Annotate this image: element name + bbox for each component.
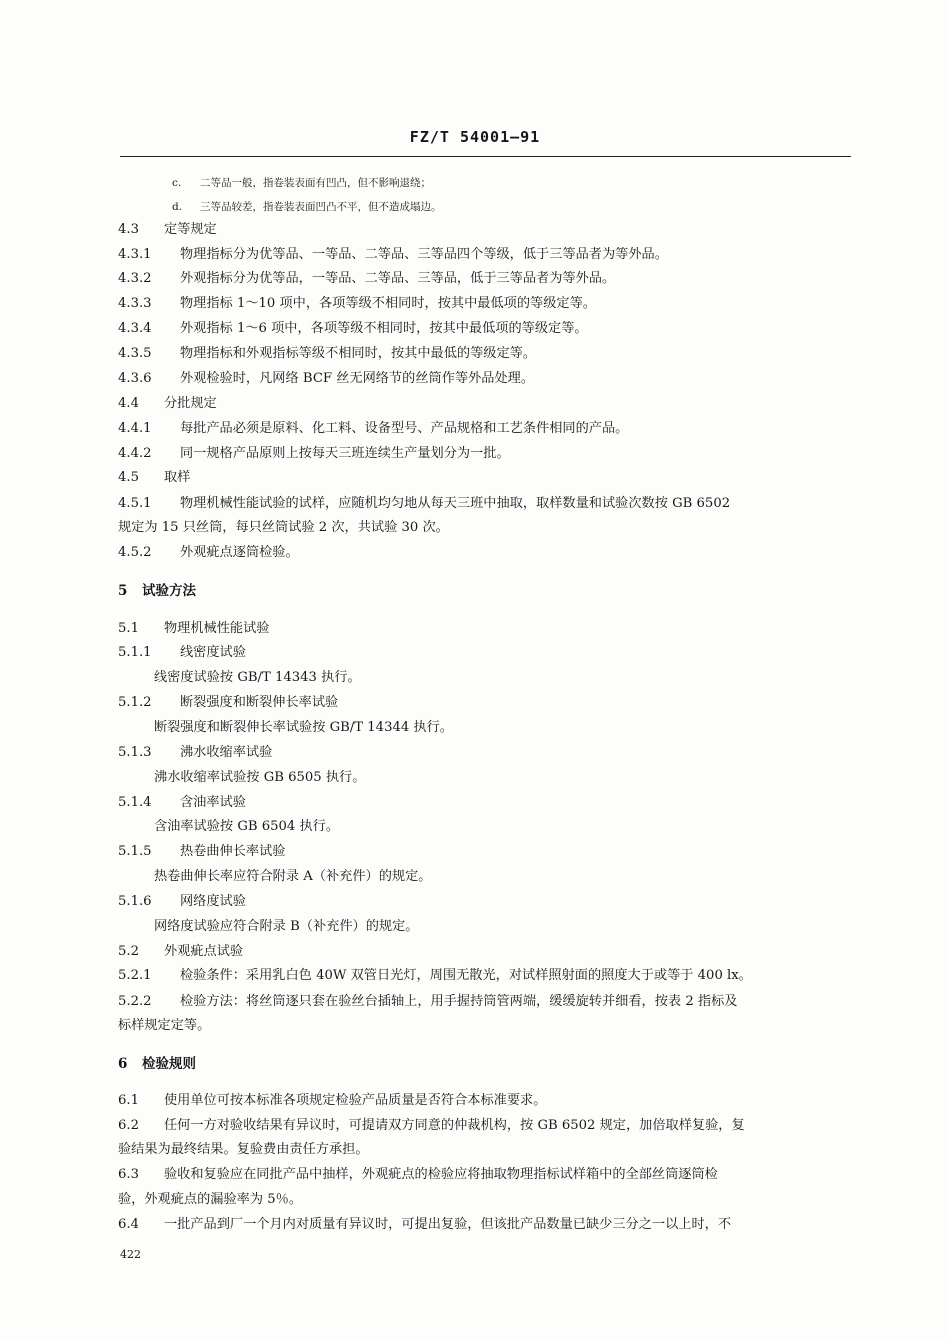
clause-5-1-6-body: 网络度试验应符合附录 B（补充件）的规定。	[154, 919, 419, 934]
clause-5-1-2-body: 断裂强度和断裂伸长率试验按 GB/T 14344 执行。	[154, 720, 453, 735]
clause-6-4: 6.4 一批产品到厂一个月内对质量有异议时，可提出复验，但该批产品数量已缺少三分之一以上时，不	[118, 1217, 732, 1232]
clause-4-3-5: 4.3.5 物理指标和外观指标等级不相同时，按其中最低的等级定等。	[118, 346, 537, 361]
clause-5-1: 5.1 物理机械性能试验	[118, 621, 270, 636]
page-number: 422	[120, 1248, 141, 1261]
clause-5-1-4: 5.1.4 含油率试验	[118, 795, 246, 810]
clause-5-1-3-body: 沸水收缩率试验按 GB 6505 执行。	[154, 770, 366, 785]
clause-4-3-4: 4.3.4 外观指标 1～6 项中，各项等级不相同时，按其中最低项的等级定等。	[118, 321, 588, 336]
clause-4-4-2: 4.4.2 同一规格产品原则上按每天三班连续生产量划分为一批。	[118, 446, 510, 461]
clause-4-4-1: 4.4.1 每批产品必须是原料、化工料、设备型号、产品规格和工艺条件相同的产品。	[118, 421, 629, 436]
clause-6-1: 6.1 使用单位可按本标准各项规定检验产品质量是否符合本标准要求。	[118, 1093, 547, 1108]
clause-5-1-2: 5.1.2 断裂强度和断裂伸长率试验	[118, 695, 339, 710]
header-rule	[120, 156, 851, 157]
standard-code-header: FZ/T 54001—91	[409, 128, 541, 146]
clause-5-1-4-body: 含油率试验按 GB 6504 执行。	[154, 819, 340, 834]
clause-4-4: 4.4 分批规定	[118, 396, 217, 411]
list-item-c: c. 二等品一般，指卷装表面有凹凸，但不影响退绕；	[172, 177, 431, 189]
list-item-d: d. 三等品较差，指卷装表面凹凸不平，但不造成塌边。	[172, 201, 442, 213]
clause-4-3-6: 4.3.6 外观检验时，凡网络 BCF 丝无网络节的丝筒作等外品处理。	[118, 371, 535, 386]
clause-4-5: 4.5 取样	[118, 470, 191, 485]
clause-4-5-1: 4.5.1 物理机械性能试验的试样，应随机均匀地从每天三班中抽取，取样数量和试验次数按 GB 6502	[118, 496, 731, 511]
clause-6-2-cont: 验结果为最终结果。复验费由责任方承担。	[118, 1142, 369, 1157]
clause-5-1-5: 5.1.5 热卷曲伸长率试验	[118, 844, 286, 859]
clause-6-3: 6.3 验收和复验应在同批产品中抽样，外观疵点的检验应将抽取物理指标试样箱中的全部丝筒逐筒检	[118, 1167, 718, 1182]
clause-4-3-3: 4.3.3 物理指标 1～10 项中，各项等级不相同时，按其中最低项的等级定等。	[118, 296, 596, 311]
clause-5-1-5-body: 热卷曲伸长率应符合附录 A（补充件）的规定。	[154, 869, 432, 884]
clause-5-2-2-cont: 标样规定定等。	[118, 1018, 211, 1033]
clause-4-3-2: 4.3.2 外观指标分为优等品，一等品、二等品、三等品，低于三等品者为等外品。	[118, 271, 616, 286]
clause-5-1-3: 5.1.3 沸水收缩率试验	[118, 745, 273, 760]
clause-5-1-1-body: 线密度试验按 GB/T 14343 执行。	[154, 670, 361, 685]
clause-5-2: 5.2 外观疵点试验	[118, 944, 244, 959]
clause-5-2-1: 5.2.1 检验条件：采用乳白色 40W 双管日光灯，周围无散光，对试样照射面的照度大于或等于 400 lx。	[118, 968, 752, 983]
section-6-heading: 6 检验规则	[118, 1056, 196, 1072]
clause-5-1-6: 5.1.6 网络度试验	[118, 894, 246, 909]
clause-4-5-1-cont: 规定为 15 只丝筒，每只丝筒试验 2 次，共试验 30 次。	[118, 520, 449, 535]
clause-5-2-2: 5.2.2 检验方法：将丝筒逐只套在验丝台插轴上，用手握持筒管两端，缓缓旋转并细看，按表 2 指标及	[118, 994, 738, 1009]
clause-5-1-1: 5.1.1 线密度试验	[118, 645, 246, 660]
clause-6-2: 6.2 任何一方对验收结果有异议时，可提请双方同意的仲裁机构，按 GB 6502 规定，加倍取样复验，复	[118, 1118, 745, 1133]
clause-4-3: 4.3 定等规定	[118, 222, 217, 237]
clause-6-3-cont: 验，外观疵点的漏验率为 5％。	[118, 1192, 303, 1207]
clause-4-5-2: 4.5.2 外观疵点逐筒检验。	[118, 545, 299, 560]
section-5-heading: 5 试验方法	[118, 583, 196, 599]
clause-4-3-1: 4.3.1 物理指标分为优等品、一等品、二等品、三等品四个等级，低于三等品者为等外品。	[118, 247, 668, 262]
